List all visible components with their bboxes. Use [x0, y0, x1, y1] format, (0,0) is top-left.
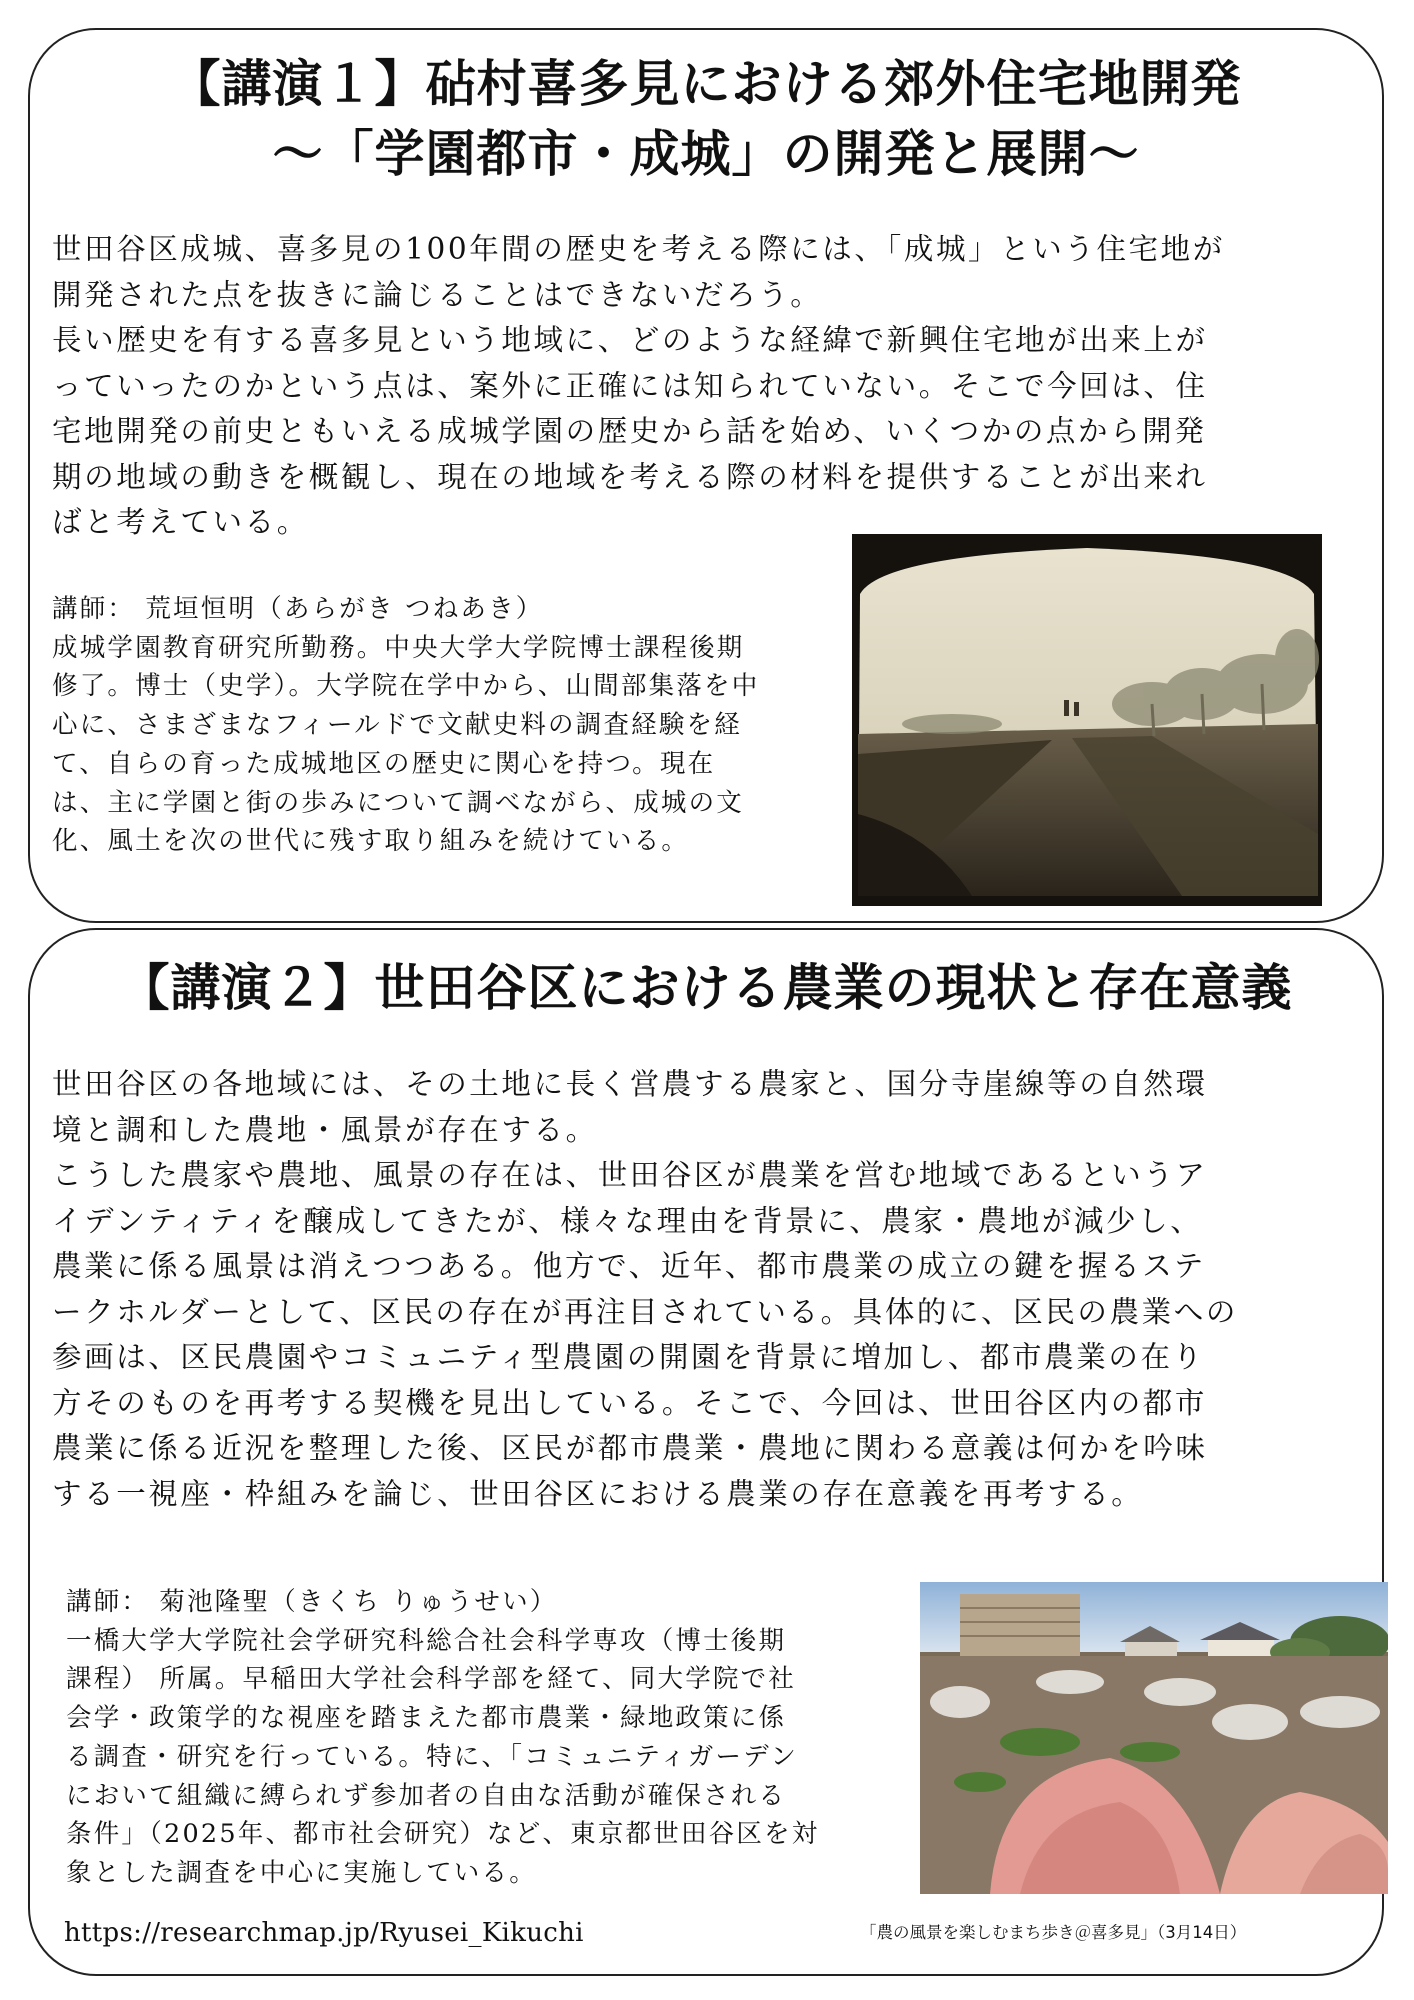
bio-line: て、自らの育った成城地区の歴史に関心を持つ。現在	[52, 748, 716, 779]
text-line: 方そのものを再考する契機を見出している。そこで、今回は、世田谷区内の都市	[52, 1385, 1208, 1420]
bio-line: において組織に縛られず参加者の自由な活動が確保される	[66, 1780, 787, 1811]
bio-line: 象とした調査を中心に実施している。	[66, 1857, 537, 1888]
speaker-name: 講師： 菊池隆聖（きくち りゅうせい）	[66, 1587, 558, 1617]
text-line: 開発された点を抜きに論じることはできないだろう。	[52, 277, 823, 312]
bio-line: 条件」（2025年、都市社会研究）など、東京都世田谷区を対	[66, 1819, 820, 1850]
lecture2-title: 【講演２】世田谷区における農業の現状と存在意義	[119, 958, 1293, 1017]
bio-line: 心に、さまざまなフィールドで文献史料の調査経験を経	[52, 710, 742, 741]
text-line: っていったのかという点は、案外に正確には知られていない。そこで今回は、住	[52, 368, 1208, 403]
lecture2-section	[28, 928, 1384, 1976]
photo-caption: 「農の風景を楽しむまち歩き＠喜多見」（3月14日）	[860, 1923, 1247, 1942]
bio-line: 成城学園教育研究所勤務。中央大学大学院博士課程後期	[52, 632, 745, 663]
text-line: 農業に係る風景は消えつつある。他方で、近年、都市農業の成立の鍵を握るステ	[52, 1249, 1206, 1283]
urban-farm-photo	[920, 1582, 1388, 1894]
lecture1-description	[52, 227, 1352, 546]
lecture2-speaker-bio	[66, 1583, 819, 1893]
bio-line: る調査・研究を行っている。特に、「コミュニティガーデン	[66, 1741, 799, 1772]
bio-line: 会学・政策学的な視座を踏まえた都市農業・緑地政策に係	[66, 1703, 787, 1734]
text-line: 期の地域の動きを概観し、現在の地域を考える際の材料を提供することが出来れ	[52, 459, 1208, 494]
speaker-name: 講師： 荒垣恒明（あらがき つねあき）	[52, 594, 544, 624]
text-line: 宅地開発の前史ともいえる成城学園の歴史から話を始め、いくつかの点から開発	[52, 414, 1207, 448]
text-line: ークホルダーとして、区民の存在が再注目されている。具体的に、区民の農業への	[52, 1294, 1238, 1329]
text-line: 農業に係る近況を整理した後、区民が都市農業・農地に関わる意義は何かを吟味	[52, 1431, 1208, 1465]
lecture1-speaker-bio	[52, 590, 759, 861]
historical-field-photo	[852, 534, 1322, 906]
text-line: 境と調和した農地・風景が存在する。	[52, 1112, 598, 1147]
text-line: ばと考えている。	[52, 505, 309, 539]
bio-line: 一橋大学大学院社会学研究科総合社会科学専攻（博士後期	[66, 1625, 787, 1656]
lecture1-title: 【講演１】砧村喜多見における郊外住宅地開発	[170, 54, 1242, 113]
text-line: 世田谷区の各地域には、その土地に長く営農する農家と、国分寺崖線等の自然環	[52, 1067, 1208, 1101]
bio-line: は、主に学園と街の歩みについて調べながら、成城の文	[52, 787, 744, 818]
text-line: 世田谷区成城、喜多見の100年間の歴史を考える際には、「成城」という住宅地が	[52, 232, 1225, 266]
text-line: 長い歴史を有する喜多見という地域に、どのような経緯で新興住宅地が出来上が	[52, 323, 1208, 357]
bio-line: 課程） 所属。早稲田大学社会科学部を経て、同大学院で社	[66, 1664, 796, 1695]
lecture2-description	[52, 1062, 1352, 1517]
text-line: する一視座・枠組みを論じ、世田谷区における農業の存在意義を再考する。	[52, 1476, 1144, 1511]
bio-line: 化、風土を次の世代に残す取り組みを続けている。	[52, 826, 690, 857]
text-line: 参画は、区民農園やコミュニティ型農園の開園を背景に増加し、都市農業の在り	[52, 1340, 1205, 1374]
bio-line: 修了。博士（史学）。大学院在学中から、山間部集落を中	[52, 671, 760, 702]
text-line: こうした農家や農地、風景の存在は、世田谷区が農業を営む地域であるというア	[52, 1158, 1208, 1192]
text-line: イデンティティを醸成してきたが、様々な理由を背景に、農家・農地が減少し、	[52, 1203, 1203, 1238]
researchmap-link[interactable]: https://researchmap.jp/Ryusei_Kikuchi	[64, 1918, 584, 1948]
lecture1-subtitle: ～「学園都市・成城」の開発と展開～	[272, 124, 1140, 183]
